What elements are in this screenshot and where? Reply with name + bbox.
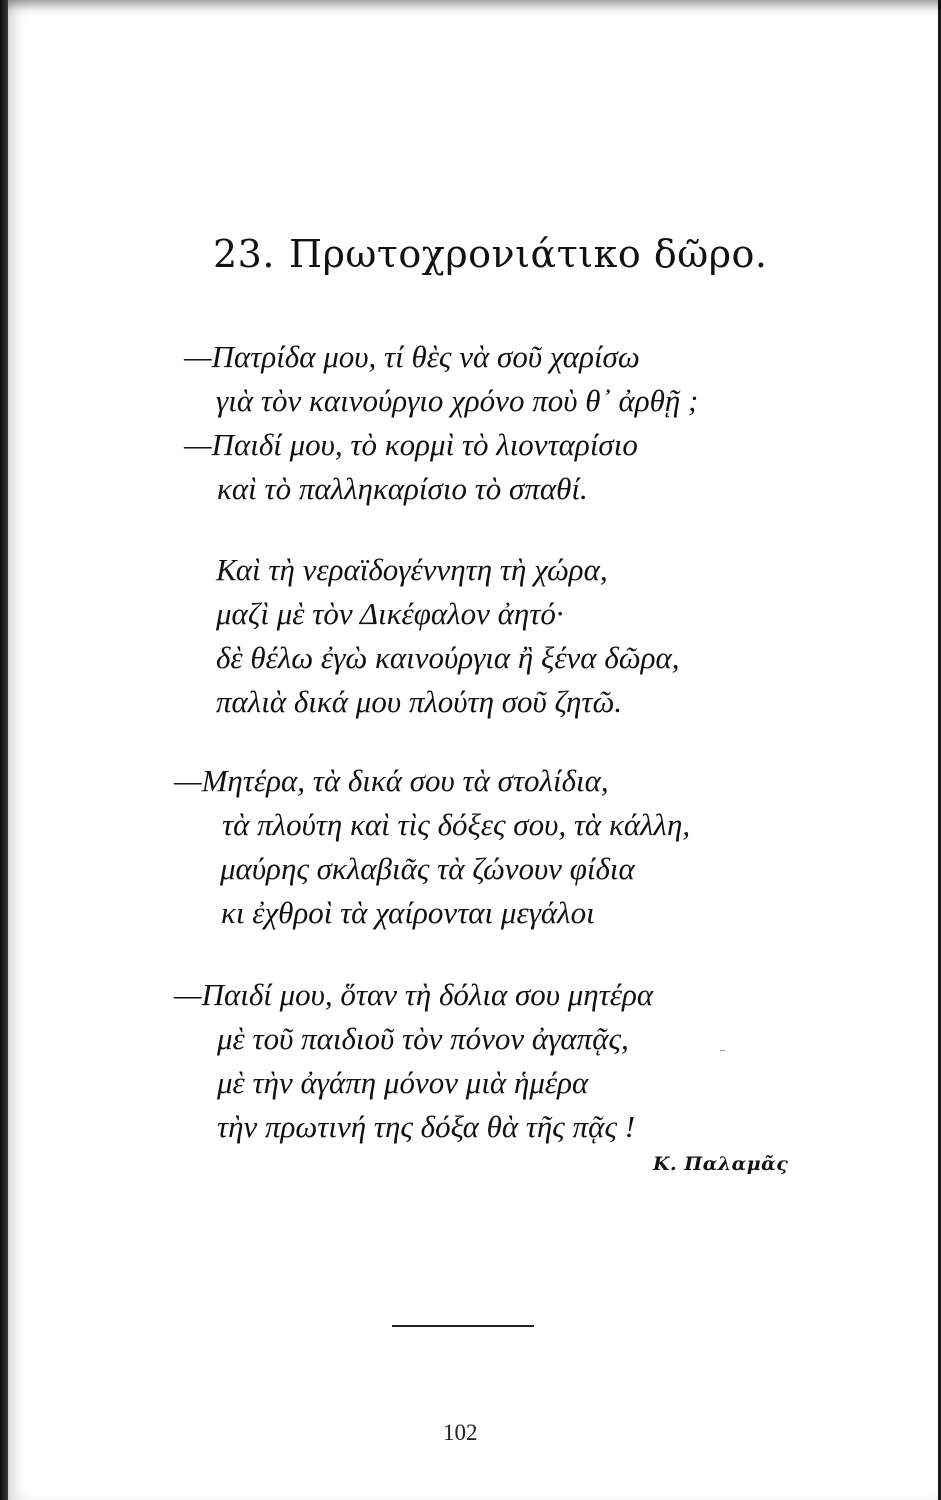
poem-title-text: Πρωτοχρονιάτικο δῶρο. — [288, 232, 768, 276]
author-signature: Κ. Παλαμᾶς — [653, 1153, 789, 1175]
stanza-3 — [174, 759, 690, 935]
poem-title — [213, 232, 768, 276]
poem-line: μαύρης σκλαβιᾶς τὰ ζώνουν φίδια — [220, 851, 635, 886]
poem-line: τὰ πλούτη καὶ τὶς δόξες σου, τὰ κάλλη, — [222, 807, 691, 842]
poem-line: παλιὰ δικά μου πλούτη σοῦ ζητῶ. — [216, 684, 623, 719]
poem-line: μαζὶ μὲ τὸν Δικέφαλον ἀητό· — [216, 596, 564, 631]
page-number: 102 — [443, 1420, 478, 1445]
book-binding-edge — [0, 0, 8, 1500]
book-page — [8, 0, 938, 1500]
poem-number: 23. — [213, 232, 275, 276]
poem-line: —Μητέρα, τὰ δικά σου τὰ στολίδια, — [174, 763, 609, 798]
poem-line: —Παιδί μου, τὸ κορμὶ τὸ λιονταρίσιο — [184, 427, 638, 462]
poem-line: γιὰ τὸν καινούργιο χρόνο ποὺ θ᾽ ἀρθῇ ; — [216, 383, 699, 418]
poem-line: κι ἐχθροὶ τὰ χαίρονται μεγάλοι — [221, 895, 595, 930]
poem-line: μὲ τοῦ παιδιοῦ τὸν πόνον ἀγαπᾷς, — [217, 1021, 629, 1056]
stanza-2 — [216, 548, 680, 724]
end-rule — [392, 1325, 534, 1327]
poem-line: —Πατρίδα μου, τί θὲς νὰ σοῦ χαρίσω — [184, 339, 640, 374]
stanza-4 — [174, 973, 653, 1149]
poem-line: καὶ τὸ παλληκαρίσιο τὸ σπαθί. — [217, 471, 588, 506]
poem-line: Καὶ τὴ νεραϊδογέννητη τὴ χώρα, — [216, 552, 608, 587]
stanza-1 — [184, 335, 698, 511]
poem-line: μὲ τὴν ἀγάπη μόνον μιὰ ἡμέρα — [217, 1065, 589, 1100]
poem-line: δὲ θέλω ἐγὼ καινούργια ἢ ξένα δῶρα, — [216, 640, 680, 675]
poem-line: —Παιδί μου, ὅταν τὴ δόλια σου μητέρα — [174, 977, 654, 1012]
poem-line: τὴν πρωτινή της δόξα θὰ τῆς πᾷς ! — [217, 1109, 636, 1144]
print-mark: – — [720, 1045, 725, 1056]
